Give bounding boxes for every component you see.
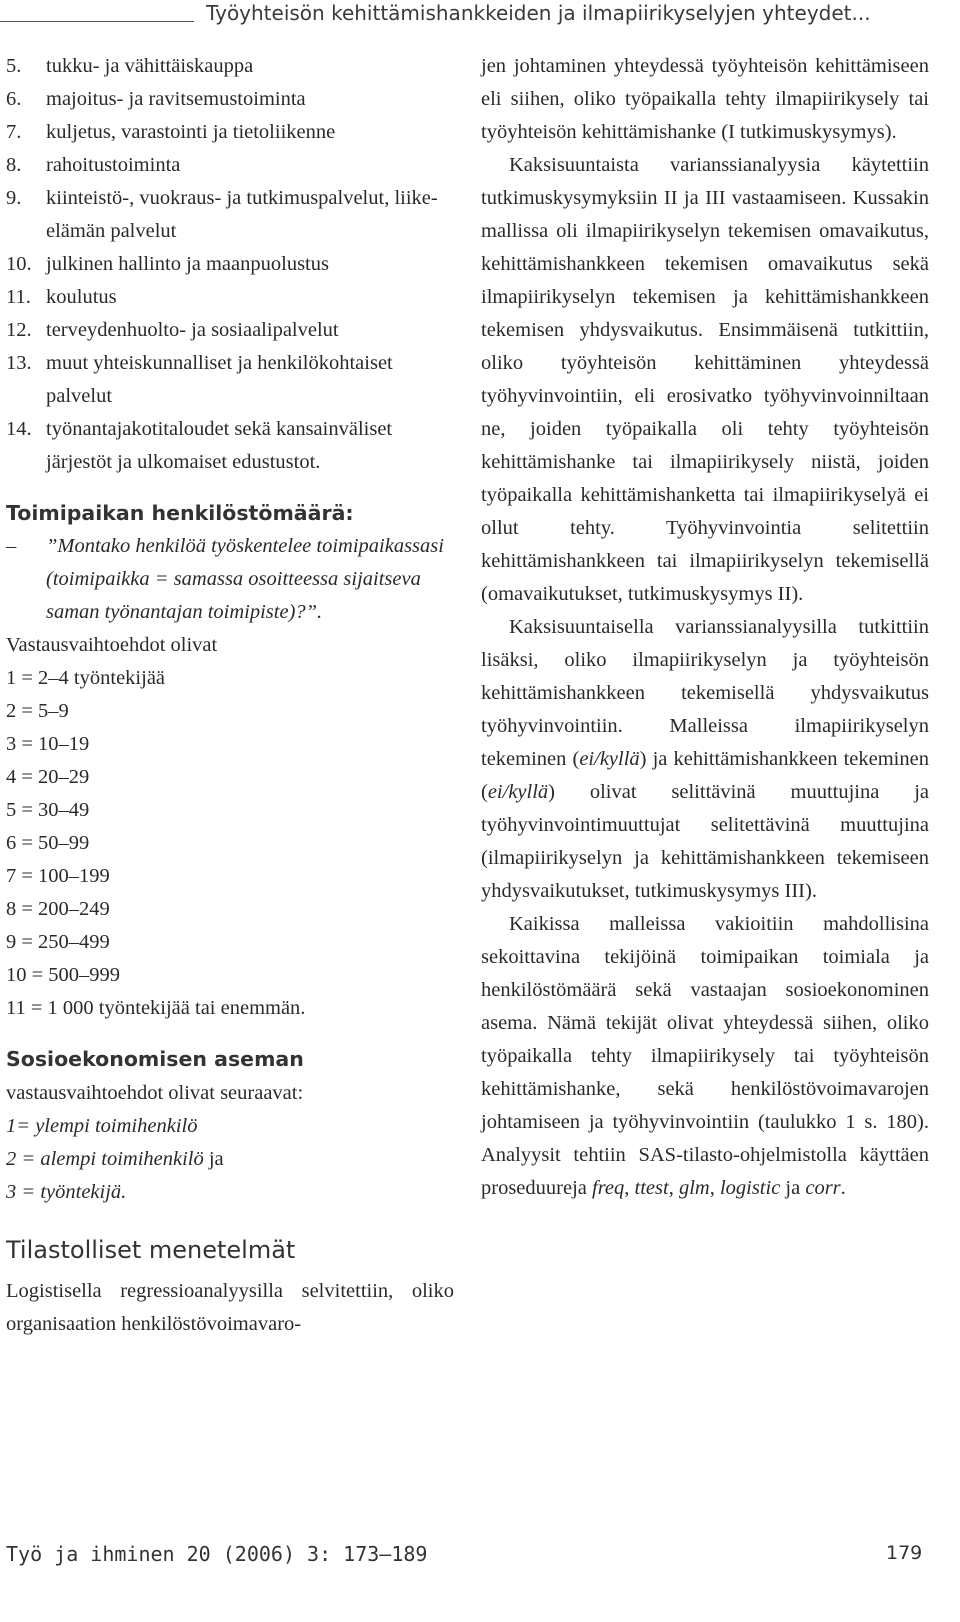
ses-text: vastausvaihtoehdot olivat seuraavat: bbox=[6, 1082, 304, 1104]
list-text: muut yhteiskunnalliset ja henkilökohtaiset palvelut bbox=[46, 352, 393, 407]
paragraph-4 bbox=[481, 908, 929, 1205]
p4-sep: , bbox=[624, 1177, 635, 1199]
list-text: työnantajakotitaloudet sekä kansainväliset järjestöt ja ulkomaiset edustustot. bbox=[46, 418, 393, 473]
list-text: kuljetus, varastointi ja tietoliikenne bbox=[46, 121, 336, 143]
list-item bbox=[6, 347, 454, 413]
header-rule bbox=[0, 21, 194, 22]
p3-text: Kaksisuuntaisella varianssianalyysilla tutkittiin lisäksi, oliko ilmapiirikyselyn ja työyhteisön kehittämishankkeen tekemisellä yhdysvaikutus työhyvinvointiin. Malleissa ilmapiirikyselyn tekeminen ( bbox=[481, 616, 929, 770]
ses-heading: Sosioekonomisen aseman bbox=[6, 1047, 304, 1071]
size-option: 6 = 50–99 bbox=[6, 832, 90, 854]
list-item bbox=[6, 281, 454, 314]
p4-end: . bbox=[840, 1177, 846, 1199]
spacer bbox=[6, 479, 454, 497]
p3-text: ) ja kehittämishankkeen tekeminen ( bbox=[481, 748, 929, 803]
ses-option-text: 3 = työntekijä. bbox=[6, 1181, 127, 1203]
spacer bbox=[6, 1209, 454, 1231]
list-item bbox=[6, 413, 454, 479]
list-text: tukku- ja vähittäiskauppa bbox=[46, 55, 254, 77]
list-text: majoitus- ja ravitsemustoiminta bbox=[46, 88, 306, 110]
question-dash: – bbox=[6, 535, 17, 557]
list-text: rahoitustoiminta bbox=[46, 154, 181, 176]
procedure-logistic: logistic bbox=[719, 1177, 781, 1199]
footer-journal: Työ ja ihminen 20 (2006) 3: 173—189 bbox=[6, 1542, 428, 1566]
size-option: 3 = 10–19 bbox=[6, 733, 90, 755]
list-item bbox=[6, 248, 454, 281]
ses-paragraph bbox=[6, 1043, 454, 1110]
list-item bbox=[6, 314, 454, 347]
list-number: 6. bbox=[6, 88, 22, 110]
list-number: 10. bbox=[6, 253, 32, 275]
list-number: 11. bbox=[6, 286, 31, 308]
question-text: ”Montako henkilöä työskentelee toimipaikassasi (toimipaikka = samassa osoitteessa sijaitseva saman työnantajan toimipiste)?”. bbox=[46, 535, 444, 623]
list-item bbox=[6, 149, 454, 182]
methods-paragraph: Logistisella regressioanalyysilla selvitettiin, oliko organisaation henkilöstövoimavaro- bbox=[6, 1280, 454, 1335]
procedure-glm: glm bbox=[678, 1177, 710, 1199]
list-text: kiinteistö-, vuokraus- ja tutkimuspalvelut, liike-elämän palvelut bbox=[46, 187, 438, 242]
p4-text: Kaikissa malleissa vakioitiin mahdollisina sekoittavina tekijöinä toimipaikan toimiala ja henkilöstömäärä sekä vastaajan sosioekonominen asema. Nämä tekijät olivat yhteydessä siihen, oliko työpaikalla tehty ilmapiirikysely tai työyhteisön kehittämishanke, sekä henkilöstövoimavarojen johtamiseen ja työhyvinvointiin (taulukko 1 s. 180). Analyysit tehtiin SAS-tilasto-ohjelmistolla käyttäen proseduureja bbox=[481, 913, 929, 1199]
paragraph-2: Kaksisuuntaista varianssianalyysia käytettiin tutkimuskysymyksiin II ja III vastaamiseen. Kussakin mallissa oli ilmapiirikyselyn tekemisen omavaikutus, kehittämishankkeen tekemisen omavaikutus sekä ilmapiirikyselyn tekemisen ja kehittämishankkeen tekemisen yhdysvaikutus. Ensimmäisenä tutkittiin, oliko työyhteisön kehittäminen yhteydessä työhyvinvointiin, eli erosivatko työhyvinvoinniltaan ne, joiden työpaikalla oli tehty työyhteisön kehittämishanke tai ilmapiirikysely niistä, joiden työpaikalla kehittämishanketta tai ilmapiirikyselyä ei ollut tehty. Työhyvinvointia selitettiin kehittämishankkeen tai ilmapiirikyselyn tekemisellä (omavaikutukset, tutkimuskysymys II). bbox=[481, 154, 929, 605]
ses-option bbox=[6, 1110, 454, 1143]
list-item bbox=[6, 182, 454, 248]
procedure-corr: corr bbox=[805, 1177, 841, 1199]
size-option: 1 = 2–4 työntekijää bbox=[6, 667, 166, 689]
p4-sep: ja bbox=[780, 1177, 806, 1199]
list-item bbox=[6, 50, 454, 83]
list-number: 14. bbox=[6, 418, 32, 440]
list-text: terveydenhuolto- ja sosiaalipalvelut bbox=[46, 319, 339, 341]
size-option: 5 = 30–49 bbox=[6, 799, 90, 821]
list-text: julkinen hallinto ja maanpuolustus bbox=[46, 253, 329, 275]
ses-option-text: 1= ylempi toimihenkilö bbox=[6, 1115, 198, 1137]
page-number: 179 bbox=[886, 1542, 923, 1564]
size-option: 4 = 20–29 bbox=[6, 766, 90, 788]
p4-sep: , bbox=[668, 1177, 679, 1199]
list-item bbox=[6, 116, 454, 149]
left-column bbox=[6, 50, 454, 1341]
size-options bbox=[6, 662, 454, 1025]
ses-option-suffix: ja bbox=[203, 1148, 224, 1170]
size-option: 8 = 200–249 bbox=[6, 898, 110, 920]
size-question bbox=[6, 530, 454, 629]
ses-options bbox=[6, 1110, 454, 1209]
size-option: 9 = 250–499 bbox=[6, 931, 110, 953]
list-number: 7. bbox=[6, 121, 22, 143]
paragraph-1: jen johtaminen yhteydessä työyhteisön kehittämiseen eli siihen, oliko työpaikalla tehty ilmapiirikysely tai työyhteisön kehittämishanke (I tutkimuskysymys). bbox=[481, 55, 929, 143]
size-heading: Toimipaikan henkilöstömäärä: bbox=[6, 501, 354, 525]
industry-list bbox=[6, 50, 454, 479]
list-text: koulutus bbox=[46, 286, 117, 308]
p3-italic: ei/kyllä bbox=[579, 748, 640, 770]
list-number: 5. bbox=[6, 55, 22, 77]
size-option: 7 = 100–199 bbox=[6, 865, 110, 887]
list-item bbox=[6, 83, 454, 116]
size-option: 2 = 5–9 bbox=[6, 700, 69, 722]
p3-italic: ei/kyllä bbox=[487, 781, 549, 803]
list-number: 8. bbox=[6, 154, 22, 176]
p4-sep: , bbox=[709, 1177, 720, 1199]
ses-option bbox=[6, 1176, 454, 1209]
right-column bbox=[481, 50, 929, 1205]
list-number: 9. bbox=[6, 187, 22, 209]
running-title: Työyhteisön kehittämishankkeiden ja ilmapiirikyselyjen yhteydet... bbox=[206, 1, 871, 25]
list-number: 12. bbox=[6, 319, 32, 341]
size-intro: Vastausvaihtoehdot olivat bbox=[6, 634, 218, 656]
procedure-freq: freq bbox=[592, 1177, 625, 1199]
paragraph-3 bbox=[481, 611, 929, 908]
ses-option bbox=[6, 1143, 454, 1176]
size-option: 10 = 500–999 bbox=[6, 964, 121, 986]
list-number: 13. bbox=[6, 352, 32, 374]
ses-option-text: 2 = alempi toimihenkilö bbox=[6, 1148, 204, 1170]
spacer bbox=[6, 1025, 454, 1043]
p3-text: ) olivat selittävinä muuttujina ja työhyvinvointimuuttujat selitettävinä muuttujina (ilmapiirikyselyn ja kehittämishankkeen tekemiseen yhdysvaikutukset, tutkimuskysymys III). bbox=[481, 781, 929, 902]
methods-heading: Tilastolliset menetelmät bbox=[6, 1236, 296, 1264]
size-option: 11 = 1 000 työntekijää tai enemmän. bbox=[6, 997, 306, 1019]
procedure-ttest: ttest bbox=[634, 1177, 669, 1199]
